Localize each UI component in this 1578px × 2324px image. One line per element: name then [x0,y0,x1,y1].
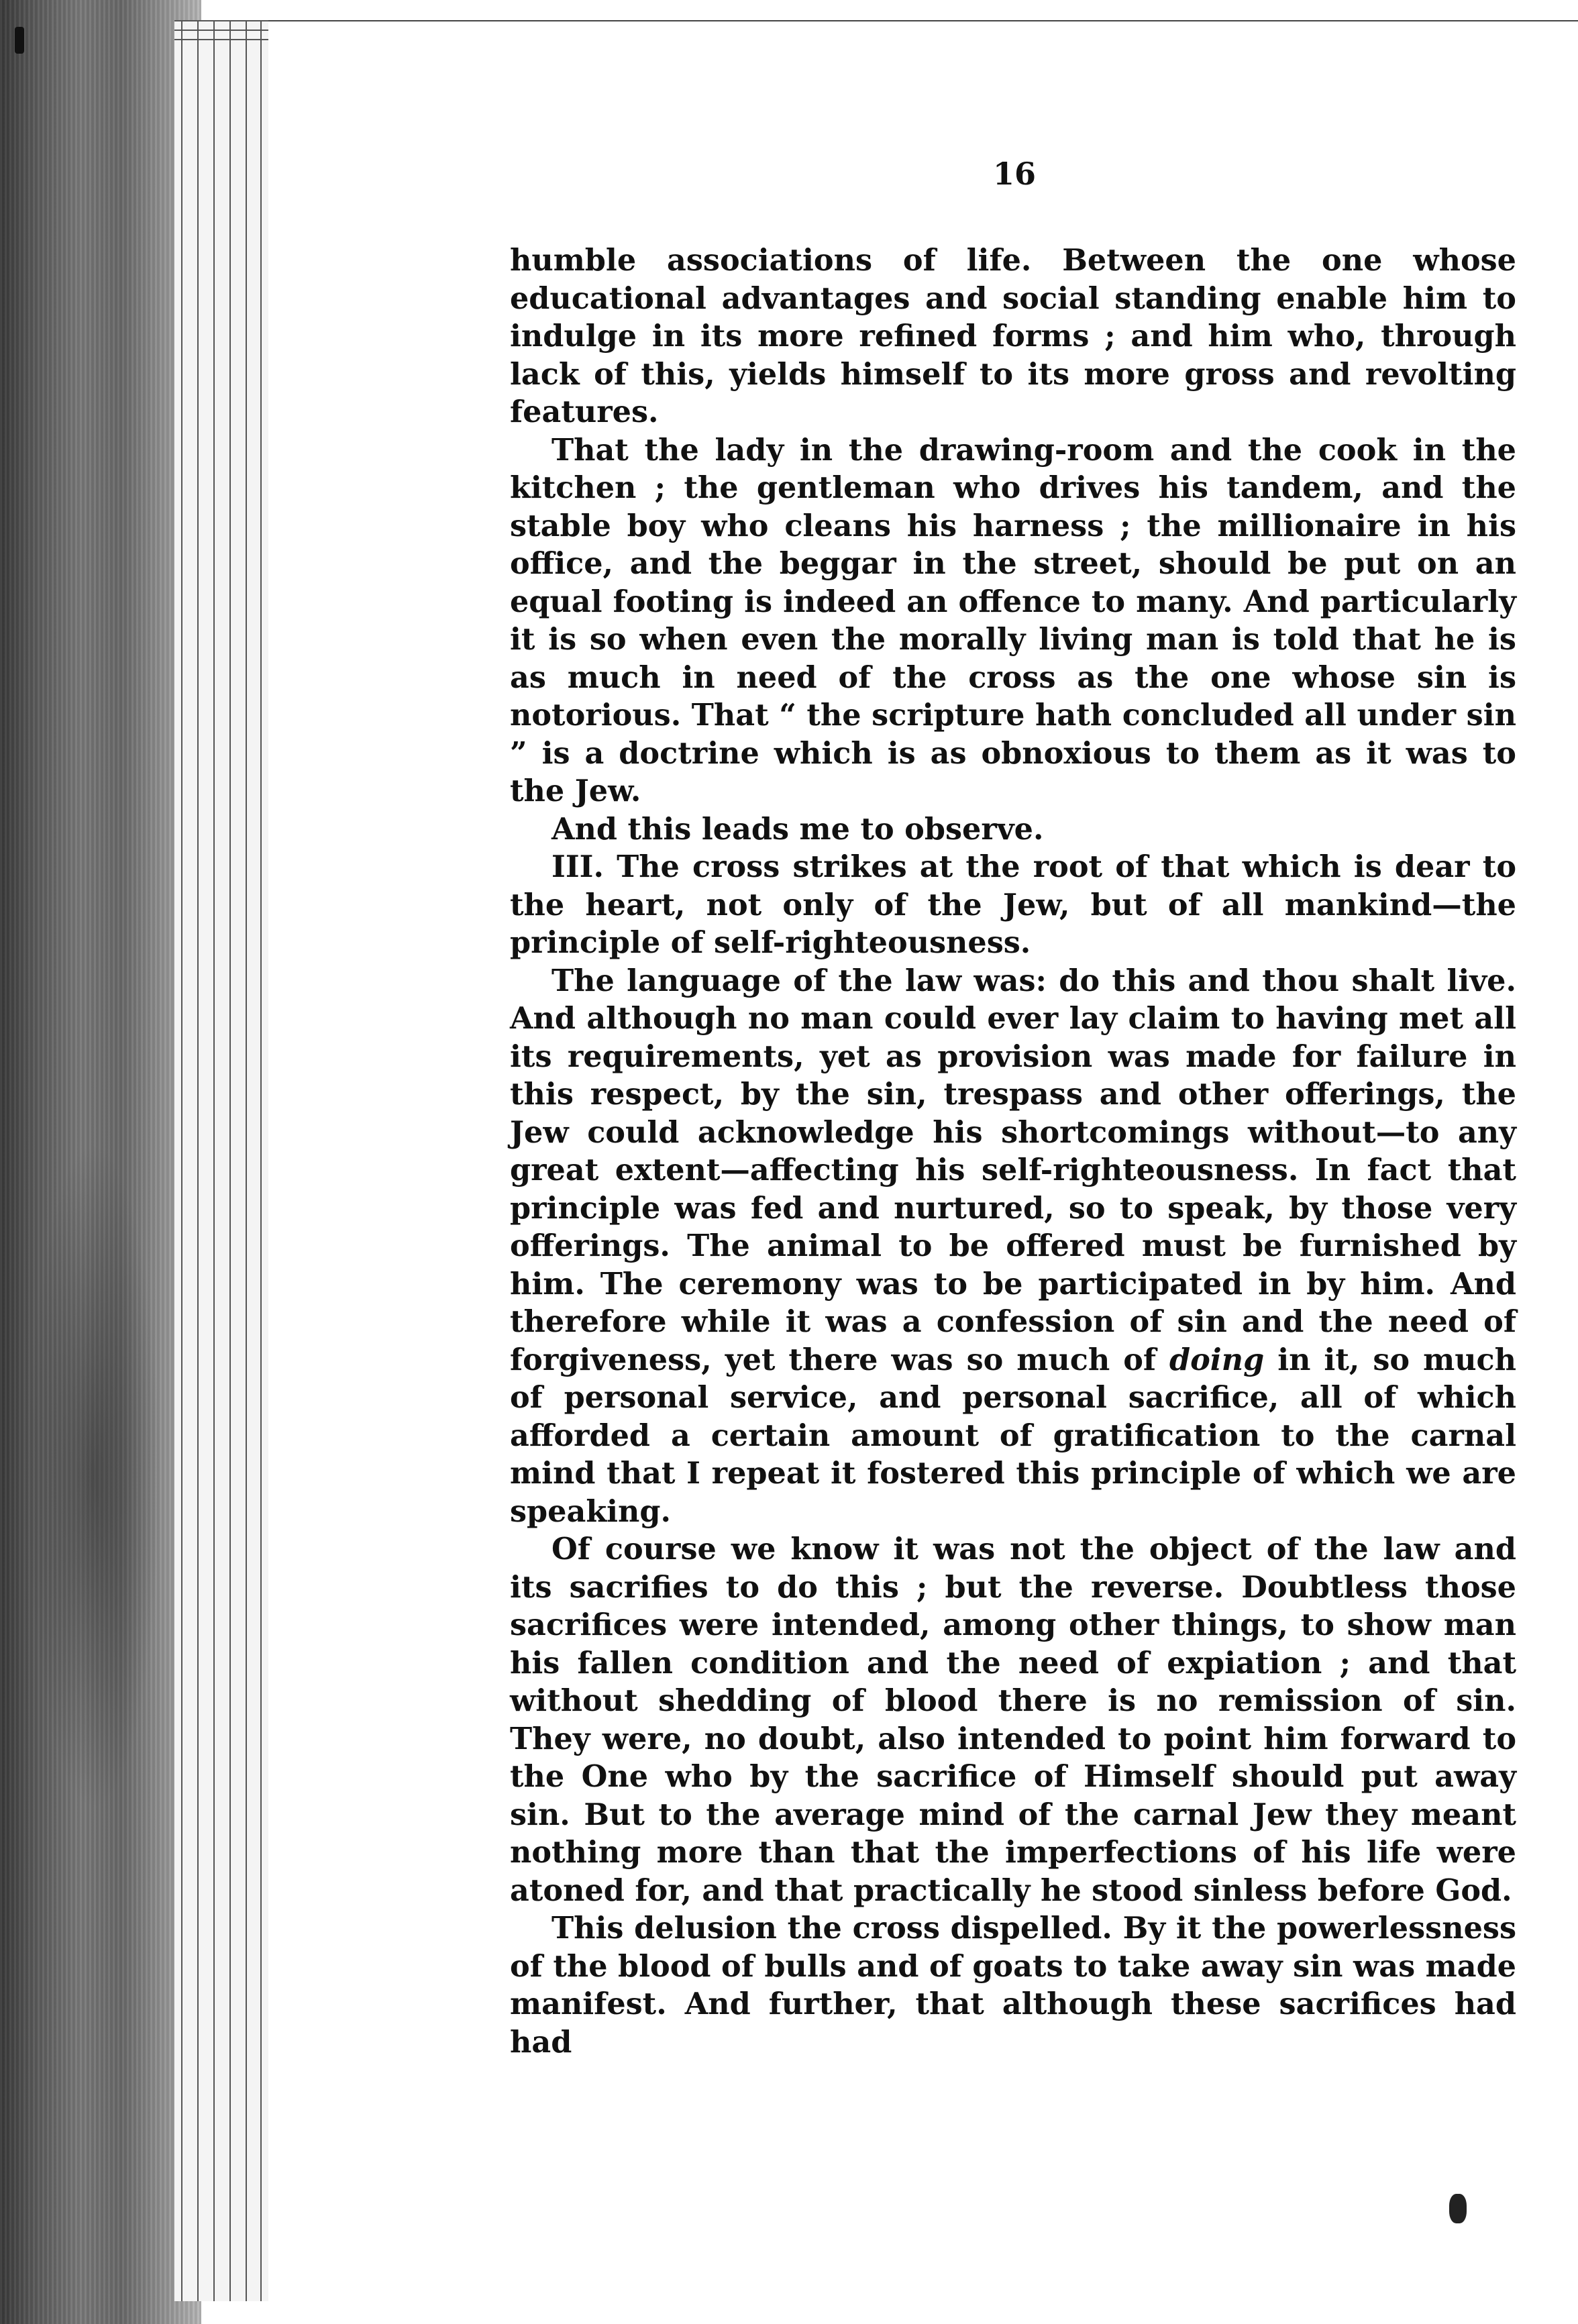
paragraph-text: in it, so much of personal service, and personal sacrifice, all of which afforded a certain amount of gratification to the carnal mind that I repeat it fostered this principle of which we are speaking. [510,1342,1516,1529]
emphasis-text: doing [1169,1342,1265,1377]
paragraph: And this leads me to observe. [551,811,1044,847]
paragraph: That the lady in the drawing-room and the cook in the kitchen ; the gentleman who drives his tandem, and the stable boy who cleans his harness ; the millionaire in his office, and the beggar in the street, should be put on an equal footing is indeed an offence to many. And particularly it is so when even the morally living man is told that he is as much in need of the cross as the one whose sin is notorious. That “ the scripture hath concluded all under sin ” is a doctrine which is as obnoxious to them as it was to the Jew. [510,432,1516,808]
stacked-page-edges [174,20,275,2301]
binding-ink-mark [15,27,24,54]
paragraph: Of course we know it was not the object of the law and its sacrifies to do this ; but the reverse. Doubtless those sacrifices were intended, among other things, to show man his fallen condition and the need of expiation ; and that without shedding of blood there is no remission of sin. They were, no doubt, also intended to point him forward to the One who by the sacrifice of Himself should put away sin. But to the average mind of the carnal Jew they meant nothing more than that the imperfections of his life were atoned for, and that practically he stood sinless before God. [510,1532,1516,1908]
paragraph-text: The language of the law was: do this and thou shalt live. And although no man could ever lay claim to having met all its requirements, yet as provision was made for failure in this respect, by the sin, trespass and other offerings, the Jew could acknowledge his shortcomings without—to any great extent—affecting his self-righteousness. In fact that principle was fed and nurtured, so to speak, by those very offerings. The animal to be offered must be furnished by him. The ceremony was to be participated in by him. And therefore while it was a confession of sin and the need of forgiveness, yet there was so much of [510,963,1516,1377]
scan-speck [1449,2194,1467,2223]
paragraph [510,962,1516,1531]
binding-smudge [27,1141,161,1811]
body-text [510,242,1516,2061]
paragraph: III. The cross strikes at the root of that which is dear to the heart, not only of the Jew, but of all mankind—the principle of self-righteousness. [510,849,1516,960]
scan-binding-shadow [0,0,201,2324]
paragraph: This delusion the cross dispelled. By it the powerlessness of the blood of bulls and of goats to take away sin was made manifest. And further, that although these sacrifices had had [510,1911,1516,2060]
page-number: 16 [993,156,1037,192]
paragraph: humble associations of life. Between the one whose educational advantages and social standing enable him to indulge in its more refined forms ; and him who, through lack of this, yields himself to its more gross and revolting features. [510,243,1516,429]
